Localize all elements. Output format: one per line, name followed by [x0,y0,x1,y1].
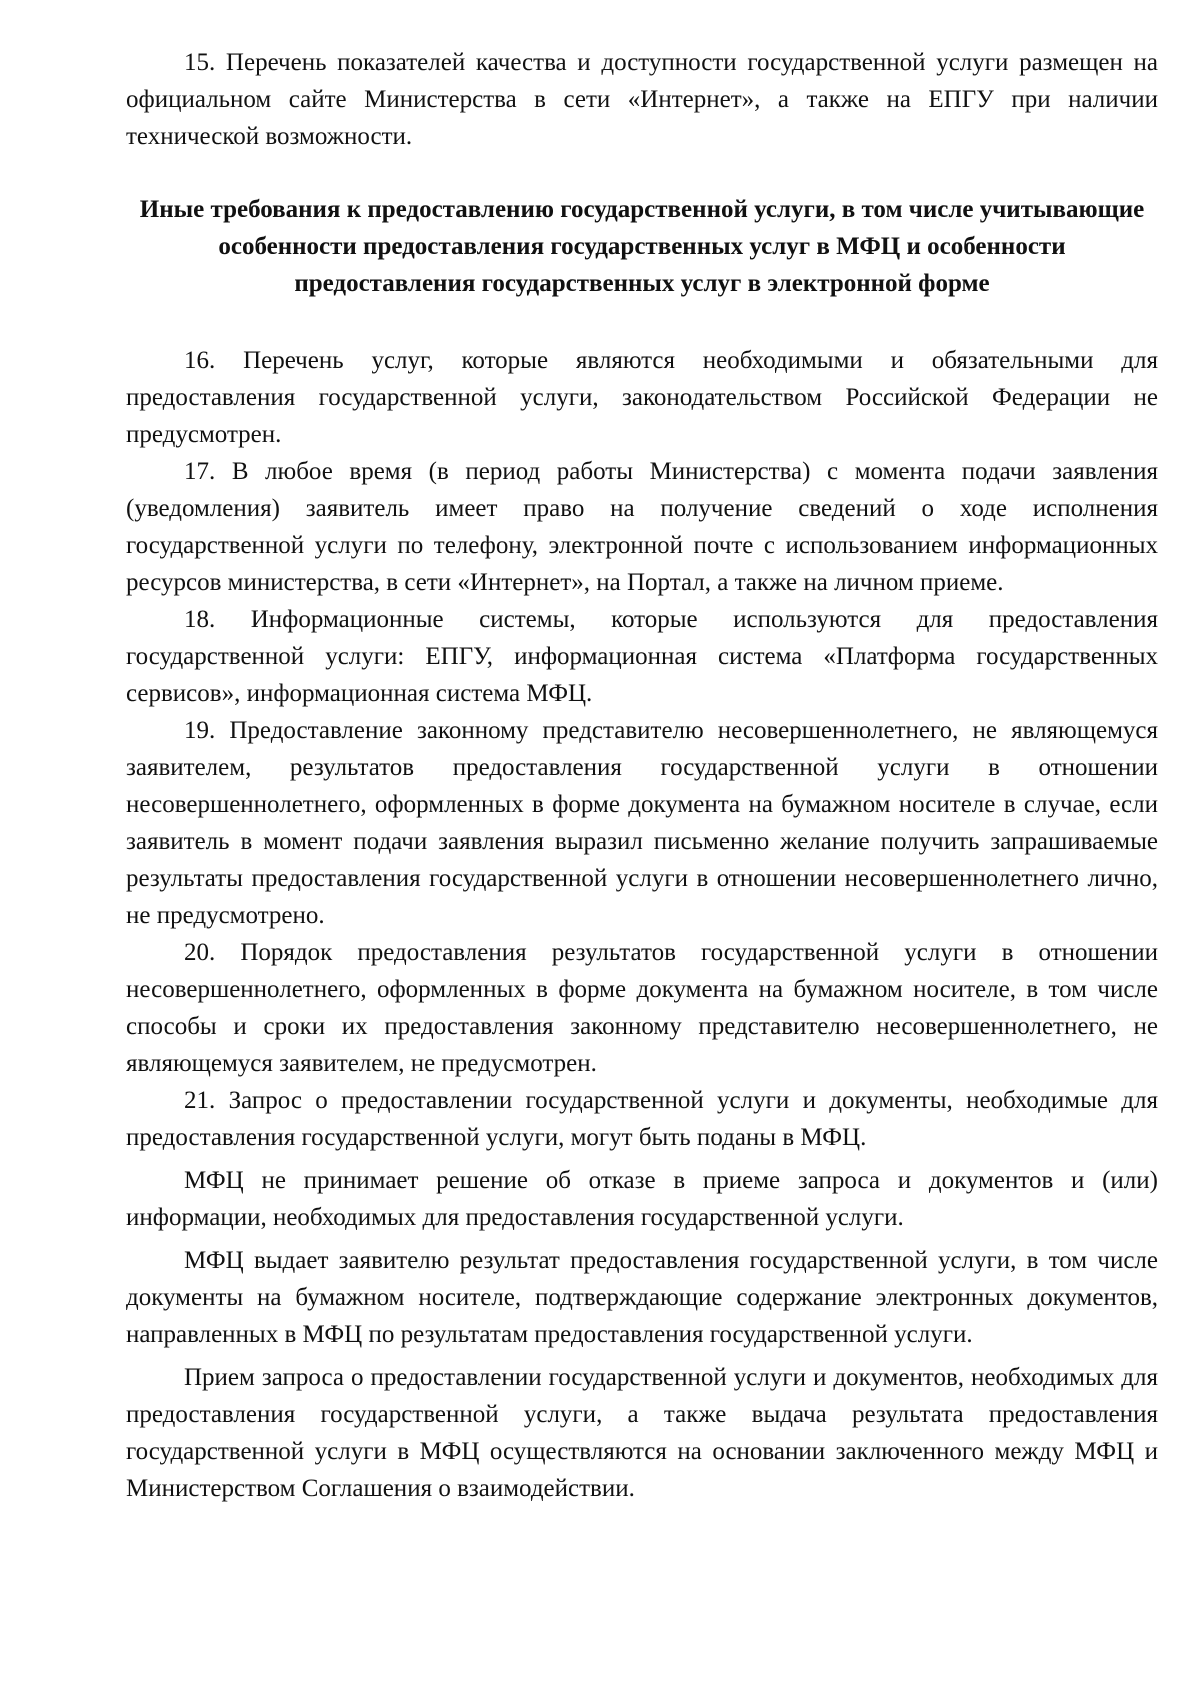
paragraph-19: 19. Предоставление законному представителю несовершеннолетнего, не являющемуся заявителем, результатов предоставления государственной услуги в отношении несовершеннолетнего, оформленных в форме документа на бумажном носителе в случае, если заявитель в момент подачи заявления выразил письменно желание получить запрашиваемые результаты предоставления государственной услуги в отношении несовершеннолетнего лично, не предусмотрено. [126,717,1158,929]
paragraph-21-mfc-refusal: МФЦ не принимает решение об отказе в приеме запроса и документов и (или) информации, необходимых для предоставления государственной услуги. [126,1167,1158,1231]
section-heading: Иные требования к предоставлению государственной услуги, в том числе учитывающие особенности предоставления государственных услуг в МФЦ и особенности предоставления государственных услуг в электронной форме [139,196,1145,297]
paragraph-18: 18. Информационные системы, которые используются для предоставления государственной услуги: ЕПГУ, информационная система «Платформа государственных сервисов», информационная система МФЦ. [126,606,1158,707]
paragraph-17: 17. В любое время (в период работы Министерства) с момента подачи заявления (уведомления) заявитель имеет право на получение сведений о ходе исполнения государственной услуги по телефону, электронной почте с использованием информационных ресурсов министерства, в сети «Интернет», на Портал, а также на личном приеме. [126,458,1158,596]
paragraph-21-mfc-agreement: Прием запроса о предоставлении государственной услуги и документов, необходимых для предоставления государственной услуги, а также выдача результата предоставления государственной услуги в МФЦ осуществляются на основании заключенного между МФЦ и Министерством Соглашения о взаимодействии. [126,1364,1158,1502]
paragraph-21-mfc-issue: МФЦ выдает заявителю результат предоставления государственной услуги, в том числе документы на бумажном носителе, подтверждающие содержание электронных документов, направленных в МФЦ по результатам предоставления государственной услуги. [126,1247,1158,1348]
paragraph-21: 21. Запрос о предоставлении государственной услуги и документы, необходимые для предоставления государственной услуги, могут быть поданы в МФЦ. [126,1087,1158,1151]
paragraph-15: 15. Перечень показателей качества и доступности государственной услуги размещен на официальном сайте Министерства в сети «Интернет», а также на ЕПГУ при наличии технической возможности. [126,49,1158,150]
paragraph-16: 16. Перечень услуг, которые являются необходимыми и обязательными для предоставления государственной услуги, законодательством Российской Федерации не предусмотрен. [126,347,1158,448]
paragraph-20: 20. Порядок предоставления результатов государственной услуги в отношении несовершеннолетнего, оформленных в форме документа на бумажном носителе, в том числе способы и сроки их предоставления законному представителю несовершеннолетнего, не являющемуся заявителем, не предусмотрен. [126,939,1158,1077]
document-body [126,44,1158,1507]
